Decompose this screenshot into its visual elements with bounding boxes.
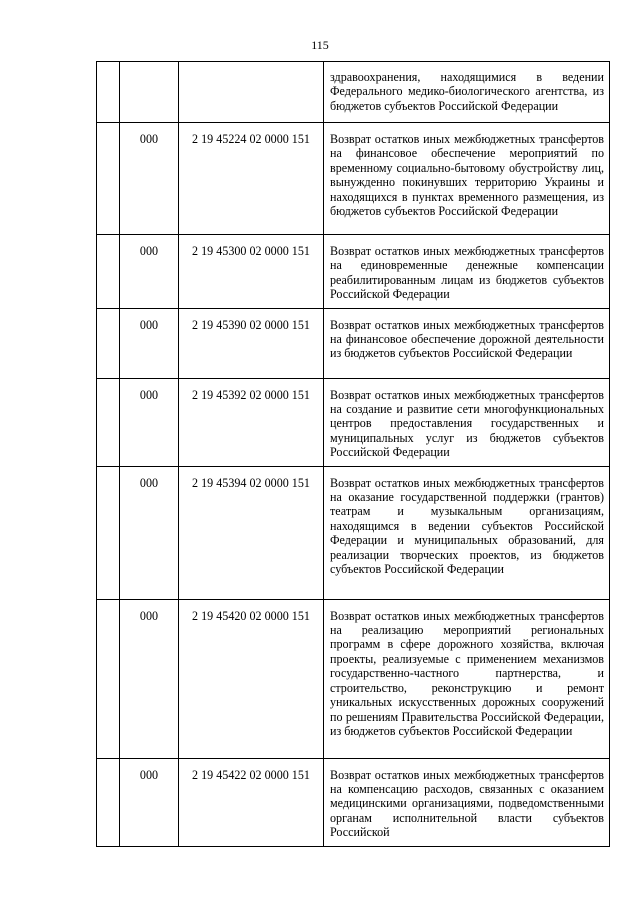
kbk-code-cell <box>179 62 324 123</box>
admin-code-cell: 000 <box>120 235 179 309</box>
table-row <box>97 378 610 466</box>
table-row <box>97 123 610 235</box>
row-number-cell <box>97 466 120 599</box>
kbk-code-cell: 2 19 45224 02 0000 151 <box>179 123 324 235</box>
description-cell: Возврат остатков иных межбюджетных трансфертов на финансовое обеспечение мероприятий по временному социально-бытовому обустройству лиц, вынужденно покинувших территорию Украины и находящихся в пунктах временного размещения, из бюджетов субъектов Российской Федерации <box>324 123 610 235</box>
table-row <box>97 308 610 378</box>
description-cell: Возврат остатков иных межбюджетных трансфертов на создание и развитие сети многофункциональных центров предоставления государственных и муниципальных услуг из бюджетов субъектов Российской Федерации <box>324 378 610 466</box>
row-number-cell <box>97 758 120 846</box>
kbk-code-cell: 2 19 45394 02 0000 151 <box>179 466 324 599</box>
admin-code-cell: 000 <box>120 123 179 235</box>
description-cell: Возврат остатков иных межбюджетных трансфертов на компенсацию расходов, связанных с оказанием медицинскими организациями, подведомственными органам исполнительной власти субъектов Российской <box>324 758 610 846</box>
table-row <box>97 758 610 846</box>
kbk-code-cell: 2 19 45422 02 0000 151 <box>179 758 324 846</box>
page-number: 115 <box>311 38 329 52</box>
kbk-code-cell: 2 19 45420 02 0000 151 <box>179 599 324 758</box>
admin-code-cell <box>120 62 179 123</box>
admin-code-cell: 000 <box>120 466 179 599</box>
row-number-cell <box>97 308 120 378</box>
table-row <box>97 235 610 309</box>
table-row <box>97 466 610 599</box>
admin-code-cell: 000 <box>120 599 179 758</box>
row-number-cell <box>97 123 120 235</box>
description-cell: Возврат остатков иных межбюджетных трансфертов на реализацию мероприятий региональных программ в сфере дорожного хозяйства, включая проекты, реализуемые с применением механизмов государственно-частного партнерства, и строительство, реконструкцию и ремонт уникальных искусственных дорожных сооружений по решениям Правительства Российской Федерации, из бюджетов субъектов Российской Федерации <box>324 599 610 758</box>
admin-code-cell: 000 <box>120 378 179 466</box>
admin-code-cell: 000 <box>120 758 179 846</box>
row-number-cell <box>97 378 120 466</box>
description-cell: Возврат остатков иных межбюджетных трансфертов на единовременные денежные компенсации реабилитированным лицам из бюджетов субъектов Российской Федерации <box>324 235 610 309</box>
kbk-code-cell: 2 19 45392 02 0000 151 <box>179 378 324 466</box>
description-cell: здравоохранения, находящимися в ведении Федерального медико-биологического агентства, из бюджетов субъектов Российской Федерации <box>324 62 610 123</box>
admin-code-cell: 000 <box>120 308 179 378</box>
kbk-code-cell: 2 19 45390 02 0000 151 <box>179 308 324 378</box>
row-number-cell <box>97 62 120 123</box>
row-number-cell <box>97 235 120 309</box>
table-row <box>97 62 610 123</box>
row-number-cell <box>97 599 120 758</box>
table-row <box>97 599 610 758</box>
description-cell: Возврат остатков иных межбюджетных трансфертов на финансовое обеспечение дорожной деятельности из бюджетов субъектов Российской Федерации <box>324 308 610 378</box>
kbk-code-cell: 2 19 45300 02 0000 151 <box>179 235 324 309</box>
description-cell: Возврат остатков иных межбюджетных трансфертов на оказание государственной поддержки (грантов) театрам и музыкальным организациям, находящимся в ведении субъектов Российской Федерации и муниципальных образований, для реализации творческих проектов, из бюджетов субъектов Российской Федерации <box>324 466 610 599</box>
budget-classification-table <box>96 61 610 847</box>
